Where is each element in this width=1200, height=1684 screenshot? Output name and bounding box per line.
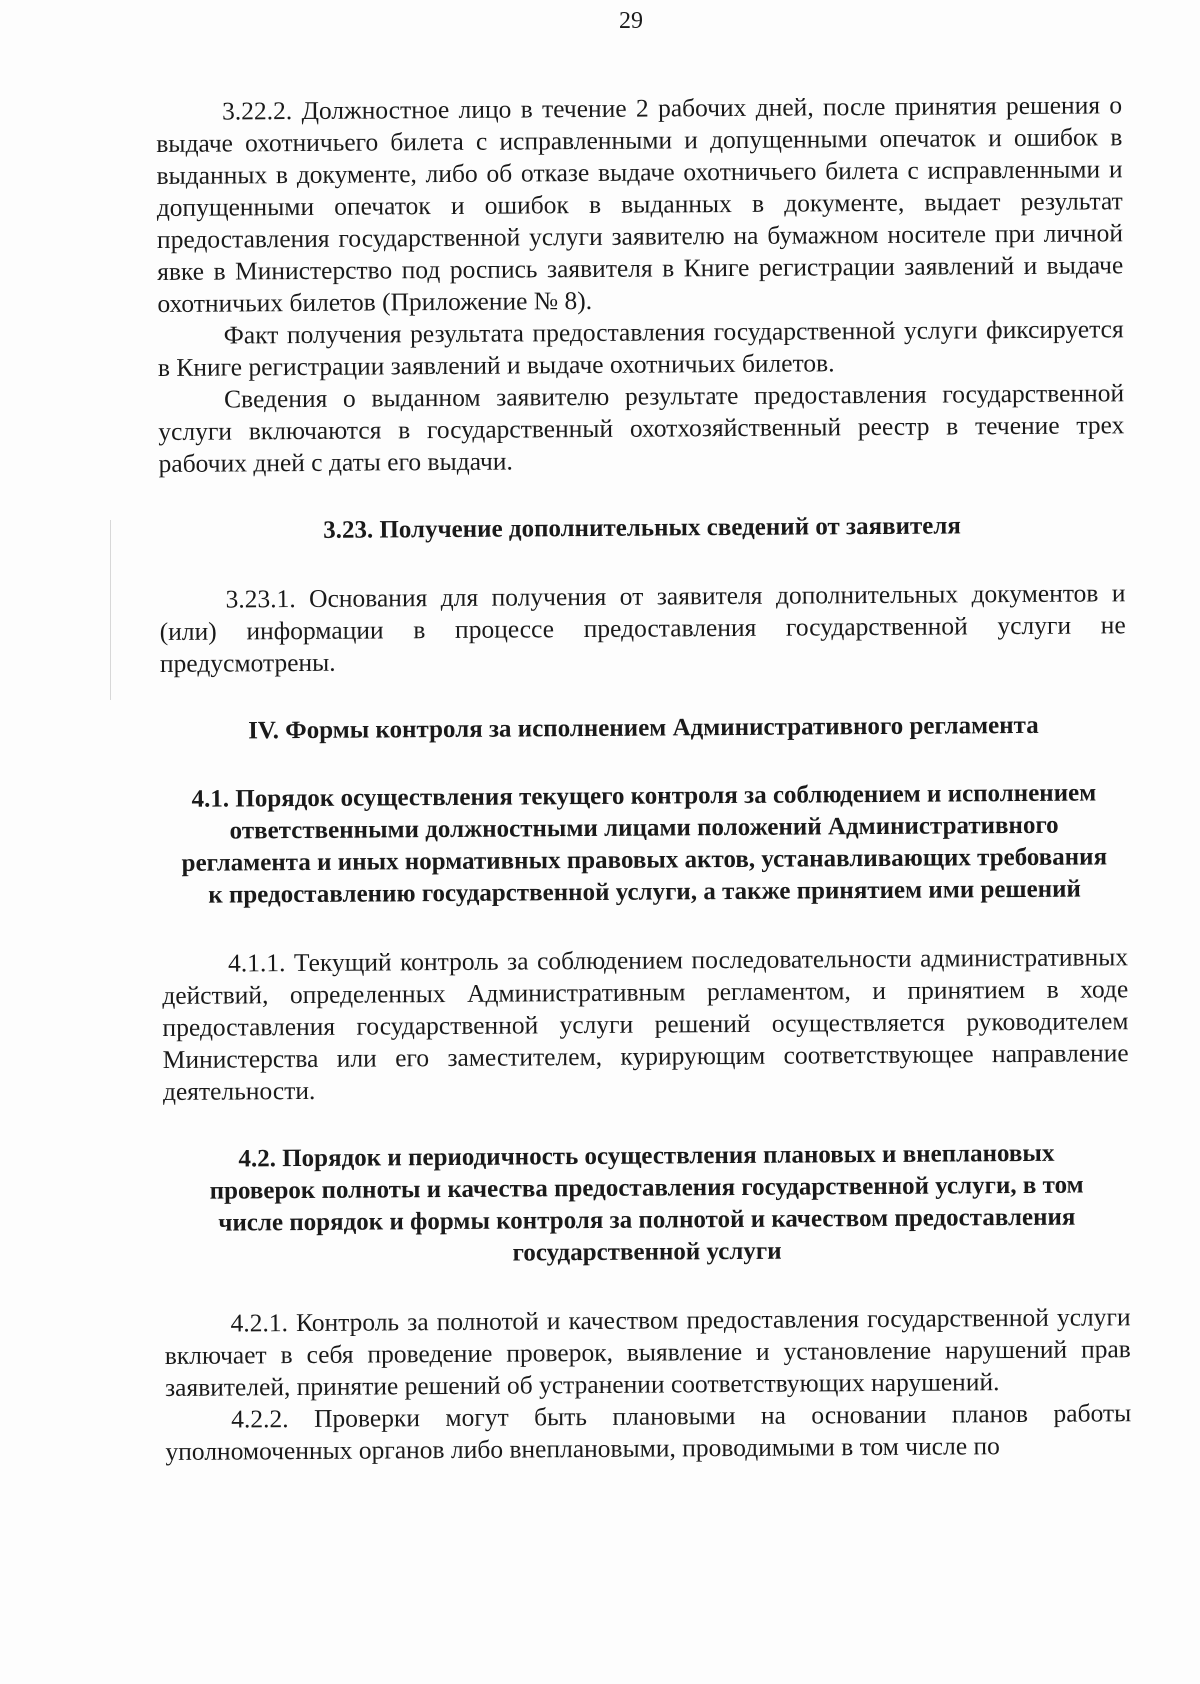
paragraph-4-2-2: 4.2.2. Проверки могут быть плановыми на основании планов работы уполномоченных органов либо внеплановыми, проводимыми в том числе по <box>165 1398 1132 1466</box>
paragraph-result-recorded: Факт получения результата предоставления государственной услуги фиксируется в Книге регистрации заявлений и выдаче охотничьих билетов. <box>157 314 1124 382</box>
paragraph-4-2-1: 4.2.1. Контроль за полнотой и качеством предоставления государственной услуги включает в себя проведение проверок, выявление и установление нарушений прав заявителей, принятие решений об устранении соответствующих нарушений. <box>164 1302 1131 1402</box>
document-body <box>156 89 1132 1468</box>
heading-4-2: 4.2. Порядок и периодичность осуществления плановых и внеплановых проверок полноты и качества предоставления государственной услуги, в том числе порядок и формы контроля за полнотой и качеством предоставления государственной услуги <box>209 1139 1084 1267</box>
paragraph-3-22-2: 3.22.2. Должностное лицо в течение 2 рабочих дней, после принятия решения о выдаче охотничьего билета с исправленными и допущенными опечаток и ошибок в выданных в документе, либо об отказе выдаче охотничьего билета с исправленными и допущенными опечаток и ошибок в выданных в документе, выдает результат предоставления государственной услуги заявителю на бумажном носителе при личной явке в Министерство под роспись заявителя в Книге регистрации заявлений и выдаче охотничьих билетов (Приложение № 8). <box>156 90 1124 318</box>
heading-4-1: 4.1. Порядок осуществления текущего контроля за соблюдением и исполнением ответственными должностными лицами положений Административного регламента и иных нормативных правовых актов, устанавливающих требования к предоставлению государственной услуги, а также принятием ими решений <box>181 779 1108 909</box>
page-number: 29 <box>619 8 643 34</box>
heading-3-23: 3.23. Получение дополнительных сведений от заявителя <box>323 512 962 544</box>
heading-section-iv: IV. Формы контроля за исполнением Административного регламента <box>248 711 1039 745</box>
paragraph-4-1-1: 4.1.1. Текущий контроль за соблюдением последовательности административных действий, определенных Административным регламентом, и принятием в ходе предоставления государственной услуги решений осуществляется руководителем Министерства или его заместителем, курирующим соответствующее направление деятельности. <box>162 942 1129 1106</box>
scan-artifact <box>110 520 111 700</box>
paragraph-registry-info: Сведения о выданном заявителю результате предоставления государственной услуги включаются в государственный охотхозяйственный реестр в течение трех рабочих дней с даты его выдачи. <box>158 378 1125 478</box>
paragraph-3-23-1: 3.23.1. Основания для получения от заявителя дополнительных документов и (или) информации в процессе предоставления государственной услуги не предусмотрены. <box>159 578 1126 678</box>
